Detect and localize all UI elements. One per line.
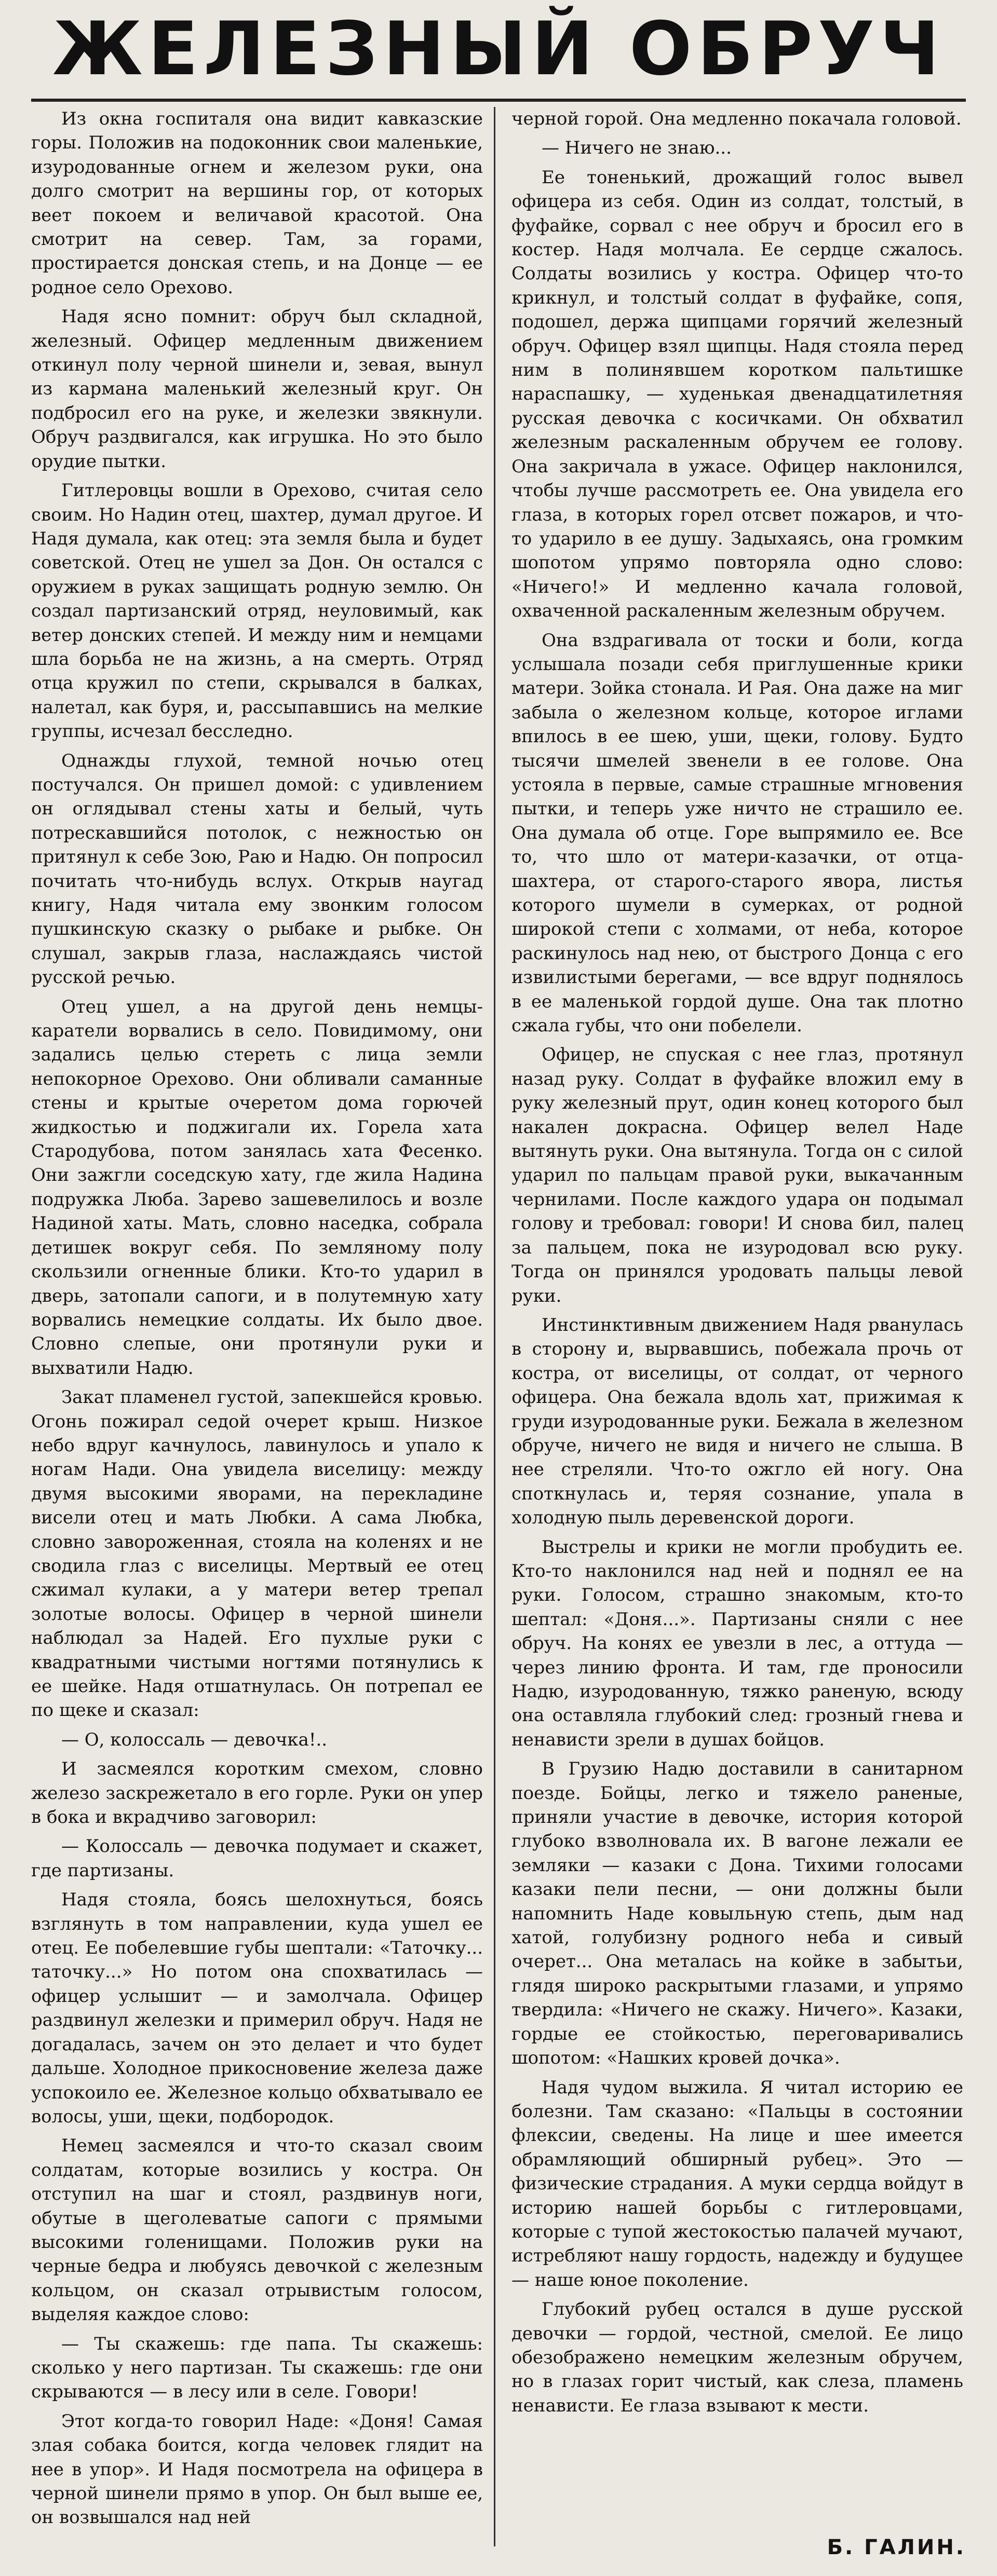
paragraph: И засмеялся коротким смехом, словно железо заскрежетало в его горле. Руки он упер в бока и вкрадчиво заговорил: xyxy=(31,1759,483,1828)
paragraph: Выстрелы и крики не могли пробудить ее. Кто-то наклонился над ней и поднял ее на руки. Голосом, страшно знакомым, кто-то шептал: «Доня...». Партизаны сняли с нее обруч. На конях ее увезли в лес, а оттуда — через линию фронта. И там, где проносили Надю, изуродованную, тяжко раненую, всюду она оставляла глубокий след: грозный гнева и ненависти зрели в душах бойцов. xyxy=(511,1536,963,1750)
paragraph: — Колоссаль — девочка подумает и скажет, где партизаны. xyxy=(31,1836,483,1881)
paragraph: черной горой. Она медленно покачала головой. xyxy=(511,108,962,129)
title-divider xyxy=(31,99,966,102)
paragraph: Отец ушел, а на другой день немцы-каратели ворвались в село. Повидимому, они задались целью стереть с лица земли непокорное Орехово. Они обливали саманные стены и крытые очеретом дома горючей жидкостью и поджигали их. Горела хата Стародубова, потом занялась хата Фесенко. Они зажгли соседскую хату, где жила Надина подружка Люба. Зарево зашевелилось и возле Надиной хаты. Мать, словно наседка, собрала детишек вокруг себя. По земляному полу скользили огненные блики. Кто-то ударил в дверь, затопали сапоги, и в полутемную хату ворвались немецкие солдаты. Их было двое. Словно слепые, они протянули руки и выхватили Надю. xyxy=(31,996,483,1379)
right-column xyxy=(511,107,963,2552)
paragraph: Надя стояла, боясь шелохнуться, боясь взглянуть в том направлении, куда ушел ее отец. Ее побелевшие губы шептали: «Таточку... таточку...» Но потом она спохватилась — офицер услышит — и замолчала. Офицер раздвинул железки и примерил обруч. Надя не догадалась, зачем он это делает и что будет дальше. Холодное прикосновение железа даже успокоило ее. Железное кольцо обхватывало ее волосы, уши, щеки, подбородок. xyxy=(31,1889,483,2127)
paragraph: Этот когда-то говорил Наде: «Доня! Самая злая собака боится, когда человек глядит на нее в упор». И Надя посмотрела на офицера в черной шинели прямо в упор. Он был выше ее, он возвышался над ней xyxy=(31,2410,483,2528)
paragraph: Надя чудом выжила. Я читал историю ее болезни. Там сказано: «Пальцы в состоянии флексии, сведены. На лице и шее имеется обрамляющий обширный рубец». Это — физические страдания. А муки сердца войдут в историю нашей борьбы с гитлеровцами, которые с тупой жестокостью палачей мучают, истребляют нашу гордость, надежду и будущее — наше юное поколение. xyxy=(511,2077,963,2291)
paragraph: — Ничего не знаю... xyxy=(542,138,732,159)
paragraph: Инстинктивным движением Надя рванулась в сторону и, вырвавшись, побежала прочь от костра, от виселицы, от солдат, от черного офицера. Она бежала вдоль хат, прижимая к груди изуродованные руки. Бежала в железном обруче, ничего не видя и ничего не слыша. В нее стреляли. Что-то ожгло ей ногу. Она споткнулась и, теряя сознание, упала в холодную пыль деревенской дороги. xyxy=(511,1314,963,1529)
paragraph: Из окна госпиталя она видит кавказские горы. Положив на подоконник свои маленькие, изуродованные огнем и железом руки, она долго смотрит на вершины гор, от которых веет покоем и величавой красотой. Она смотрит на север. Там, за горами, простирается донская степь, и на Донце — ее родное село Орехово. xyxy=(31,108,483,298)
paragraph: Однажды глухой, темной ночью отец постучался. Он пришел домой: с удивлением он оглядывал стены хаты и белый, чуть потрескавшийся потолок, с нежностью он притянул к себе Зою, Раю и Надю. Он попросил почитать что-нибудь вслух. Открыв наугад книгу, Надя читала ему звонким голосом пушкинскую сказку о рыбаке и рыбке. Он слушал, закрыв глаза, наслаждаясь чистой русской речью. xyxy=(31,750,483,988)
paragraph: Ее тоненький, дрожащий голос вывел офицера из себя. Один из солдат, толстый, в фуфайке, сорвал с нее обруч и бросил его в костер. Надя молчала. Ее сердце сжалось. Солдаты возились у костра. Офицер что-то крикнул, и толстый солдат в фуфайке, сопя, подошел, держа щипцами горячий железный обруч. Офицер взял щипцы. Надя стояла перед ним в полинявшем коротком пальтишке нараспашку, — худенькая двенадцатилетняя русская девочка с косичками. Он обхватил железным раскаленным обручем ее голову. Она закричала в ужасе. Офицер наклонился, чтобы лучше рассмотреть ее. Она увидела его глаза, в которых горел отсвет пожаров, и что-то ударило в ее душу. Задыхаясь, она громким шопотом упрямо повторяла одно слово: «Ничего!» И медленно качала головой, охваченной раскаленным железным обручем. xyxy=(511,167,963,622)
column-divider xyxy=(494,107,495,2546)
paragraph: Гитлеровцы вошли в Орехово, считая село своим. Но Надин отец, шахтер, думал другое. И Надя думала, как отец: эта земля была и будет советской. Отец не ушел за Дон. Он остался с оружием в руках защищать родную землю. Он создал партизанский отряд, неуловимый, как ветер донских степей. И между ним и немцами шла борьба не на жизнь, а на смерть. Отряд отца кружил по степи, скрывался в балках, налетал, как буря, и, рассыпавшись на мелкие группы, исчезал бесследно. xyxy=(31,480,483,742)
article-title: ЖЕЛЕЗНЫЙ ОБРУЧ xyxy=(52,6,945,92)
paragraph: Офицер, не спуская с нее глаз, протянул назад руку. Солдат в фуфайке вложил ему в руку железный прут, один конец которого был накален докрасна. Офицер велел Наде вытянуть руки. Она вытянула. Тогда он с силой ударил по пальцам правой руки, выкачанным чернилами. После каждого удара он подымал голову и требовал: говори! И снова бил, палец за пальцем, пока не изуродовал всю руку. Тогда он принялся уродовать пальцы левой руки. xyxy=(511,1044,963,1306)
paragraph: — О, колоссаль — девочка!.. xyxy=(61,1729,328,1750)
left-column xyxy=(31,107,483,2552)
paragraph: Глубокий рубец остался в душе русской девочки — гордой, честной, смелой. Ее лицо обезображено немецким железным обручем, но в глазах горит чистый, как слеза, пламень ненависти. Ее глаза взывают к мести. xyxy=(511,2299,963,2416)
paragraph: В Грузию Надю доставили в санитарном поезде. Бойцы, легко и тяжело раненые, приняли участие в девочке, история которой глубоко взволновала их. В вагоне лежали ее земляки — казаки с Дона. Тихими голосами казаки пели песни, — они должны были напомнить Наде ковыльную степь, дым над хатой, голубизну родного неба и сивый очерет... Она металась на койке в забытьи, глядя широко раскрытыми глазами, и упрямо твердила: «Ничего не скажу. Ничего». Казаки, гордые ее стойкостью, переговаривались шопотом: «Нашких кровей дочка». xyxy=(511,1759,963,2069)
paragraph: Закат пламенел густой, запекшейся кровью. Огонь пожирал седой очерет крыш. Низкое небо вдруг качнулось, лавинулось и упало к ногам Нади. Она увидела виселицу: между двумя высокими яворами, на перекладине висели отец и мать Любки. А сама Любка, словно завороженная, стояла на коленях и не сводила глаз с виселицы. Мертвый ее отец сжимал кулаки, а у матери ветер трепал золотые волосы. Офицер в черной шинели наблюдал за Надей. Его пухлые руки с квадратными чистыми ногтями потянулись к ее шейке. Надя отшатнулась. Он потрепал ее по щеке и сказал: xyxy=(31,1387,483,1721)
paragraph: Она вздрагивала от тоски и боли, когда услышала позади себя приглушенные крики матери. Зойка стонала. И Рая. Она даже на миг забыла о железном кольце, которое иглами впилось в ее шею, уши, щеки, голову. Будто тысячи шмелей звенели в ее голове. Она устояла в первые, самые страшные мгновения пытки, и теперь уже ничто не страшило ее. Она думала об отце. Горе выпрямило ее. Все то, что шло от матери-казачки, от отца-шахтера, от старого-старого явора, листья которого шумели в сумерках, от родной широкой степи с холмами, от неба, которое раскинулось над нею, от быстрого Донца с его извилистыми берегами, — все вдруг поднялось в ее маленькой гордой душе. Она так плотно сжала губы, что они побелели. xyxy=(511,630,963,1037)
paragraph: Немец засмеялся и что-то сказал своим солдатам, которые возились у костра. Он отступил на шаг и стоял, раздвинув ноги, обутые в щеголеватые сапоги с прямыми высокими голенищами. Положив руки на черные бедра и любуясь девочкой с железным кольцом, он сказал отрывистым голосом, выделяя каждое слово: xyxy=(31,2135,483,2325)
paragraph: Надя ясно помнит: обруч был складной, железный. Офицер медленным движением откинул полу черной шинели и, зевая, вынул из кармана маленький железный круг. Он подбросил его на руке, и железки звякнули. Обруч раздвигался, как игрушка. Но это было орудие пытки. xyxy=(31,306,483,472)
author-signature: Б. ГАЛИН. xyxy=(827,2536,966,2559)
paragraph: — Ты скажешь: где папа. Ты скажешь: сколько у него партизан. Ты скажешь: где они скрываются — в лесу или в селе. Говори! xyxy=(31,2333,483,2403)
